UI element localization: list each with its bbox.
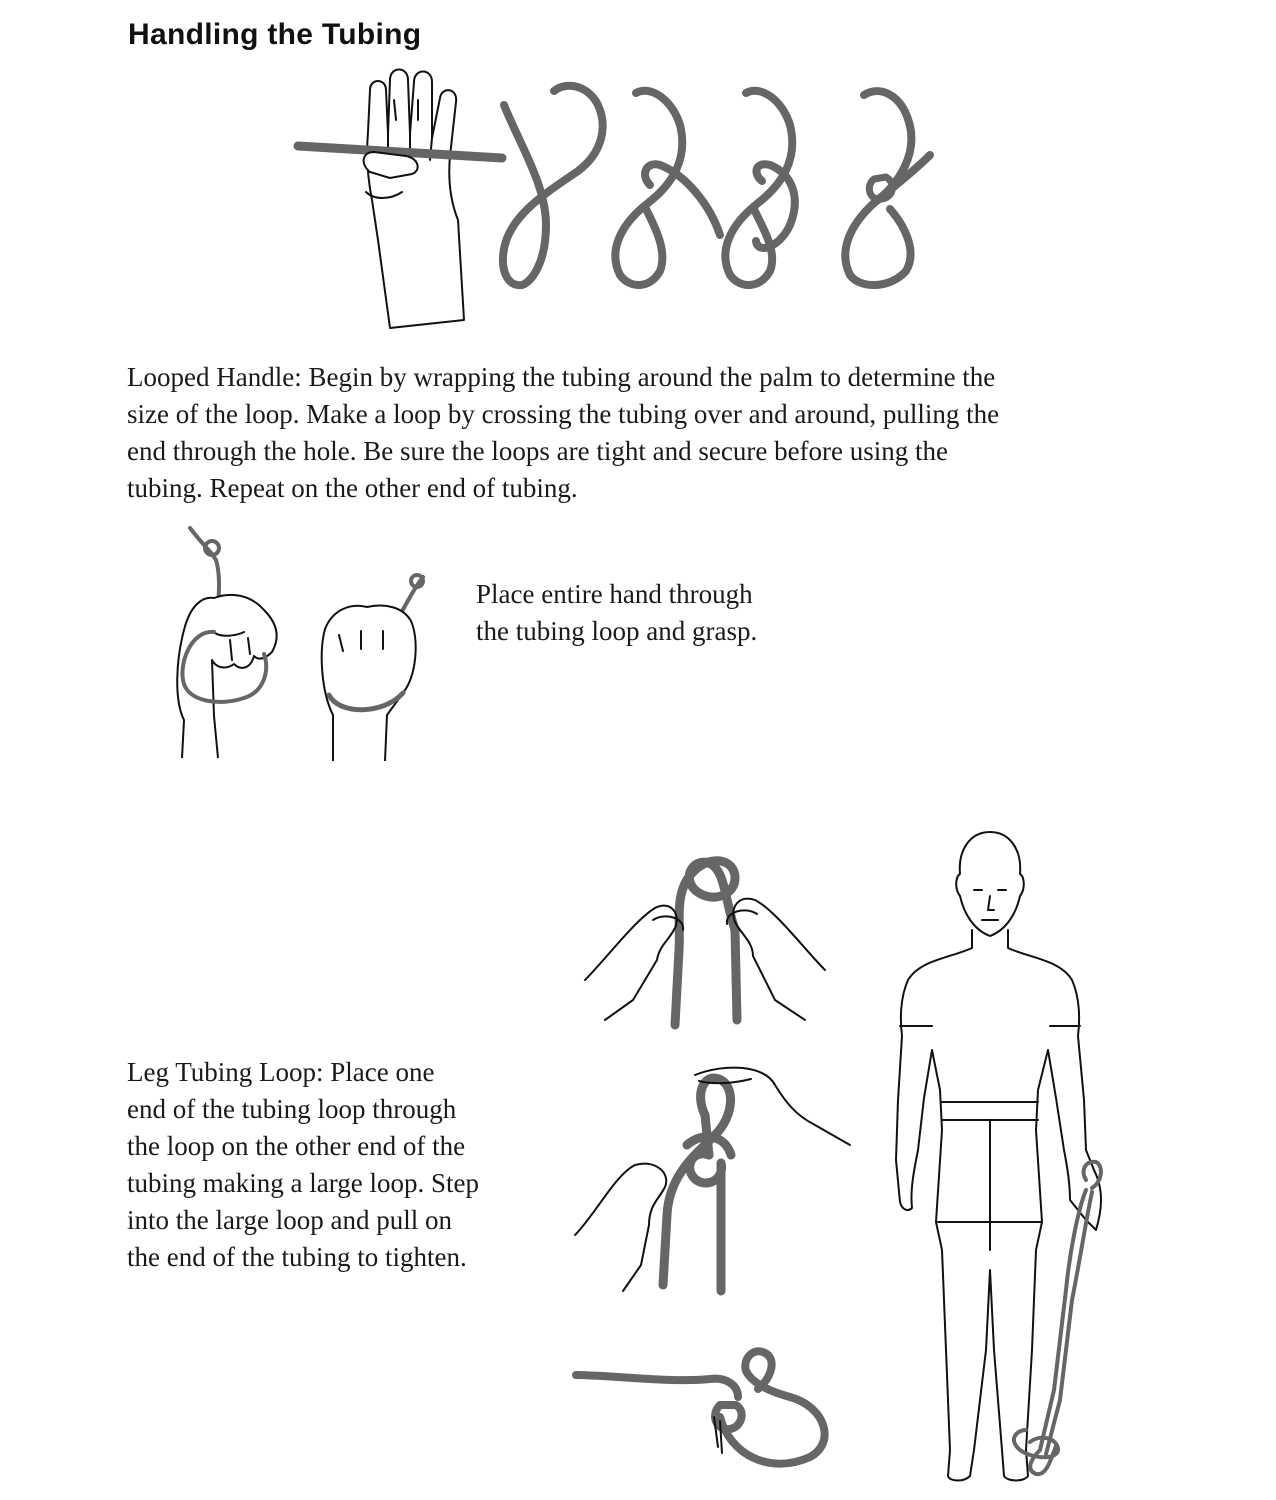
palm-wrap-illustration xyxy=(290,60,520,330)
text-line: Place entire hand through xyxy=(476,579,753,609)
knot-stage-4 xyxy=(845,91,930,285)
text-line: into the large loop and pull on xyxy=(127,1205,452,1235)
knot-stage-1 xyxy=(503,86,603,285)
page-title: Handling the Tubing xyxy=(128,18,422,51)
finished-leg-loop-illustration xyxy=(570,1335,840,1475)
text-line: Looped Handle: Begin by wrapping the tubing around the palm to determine the xyxy=(127,362,996,392)
grasp-instructions xyxy=(476,576,757,650)
leg-tubing-loop-instructions xyxy=(127,1054,479,1276)
text-line: the loop on the other end of the xyxy=(127,1131,466,1161)
looped-handle-instructions xyxy=(127,359,999,507)
text-line: end through the hole. Be sure the loops are tight and secure before using the xyxy=(127,436,949,466)
text-line: the tubing loop and grasp. xyxy=(476,616,758,646)
text-line: Leg Tubing Loop: Place one xyxy=(127,1057,435,1087)
text-line: end of the tubing loop through xyxy=(127,1094,457,1124)
knot-stage-2 xyxy=(615,91,720,285)
text-line: size of the loop. Make a loop by crossing the tubing over and around, pulling the xyxy=(127,399,1000,429)
figure-eight-knot-stages xyxy=(490,75,950,305)
fist-wrist-loop-illustration xyxy=(305,565,435,765)
standing-figure-illustration xyxy=(890,830,1140,1490)
text-line: tubing making a large loop. Step xyxy=(127,1168,479,1198)
figure-outline xyxy=(896,832,1101,1481)
hands-tying-knot-middle-illustration xyxy=(575,1055,865,1295)
knot-stage-3 xyxy=(725,91,794,285)
text-line: tubing. Repeat on the other end of tubing. xyxy=(127,473,578,503)
text-line: the end of the tubing to tighten. xyxy=(127,1242,467,1272)
fist-through-loop-illustration xyxy=(160,520,290,765)
hands-tying-knot-top-illustration xyxy=(585,850,835,1030)
